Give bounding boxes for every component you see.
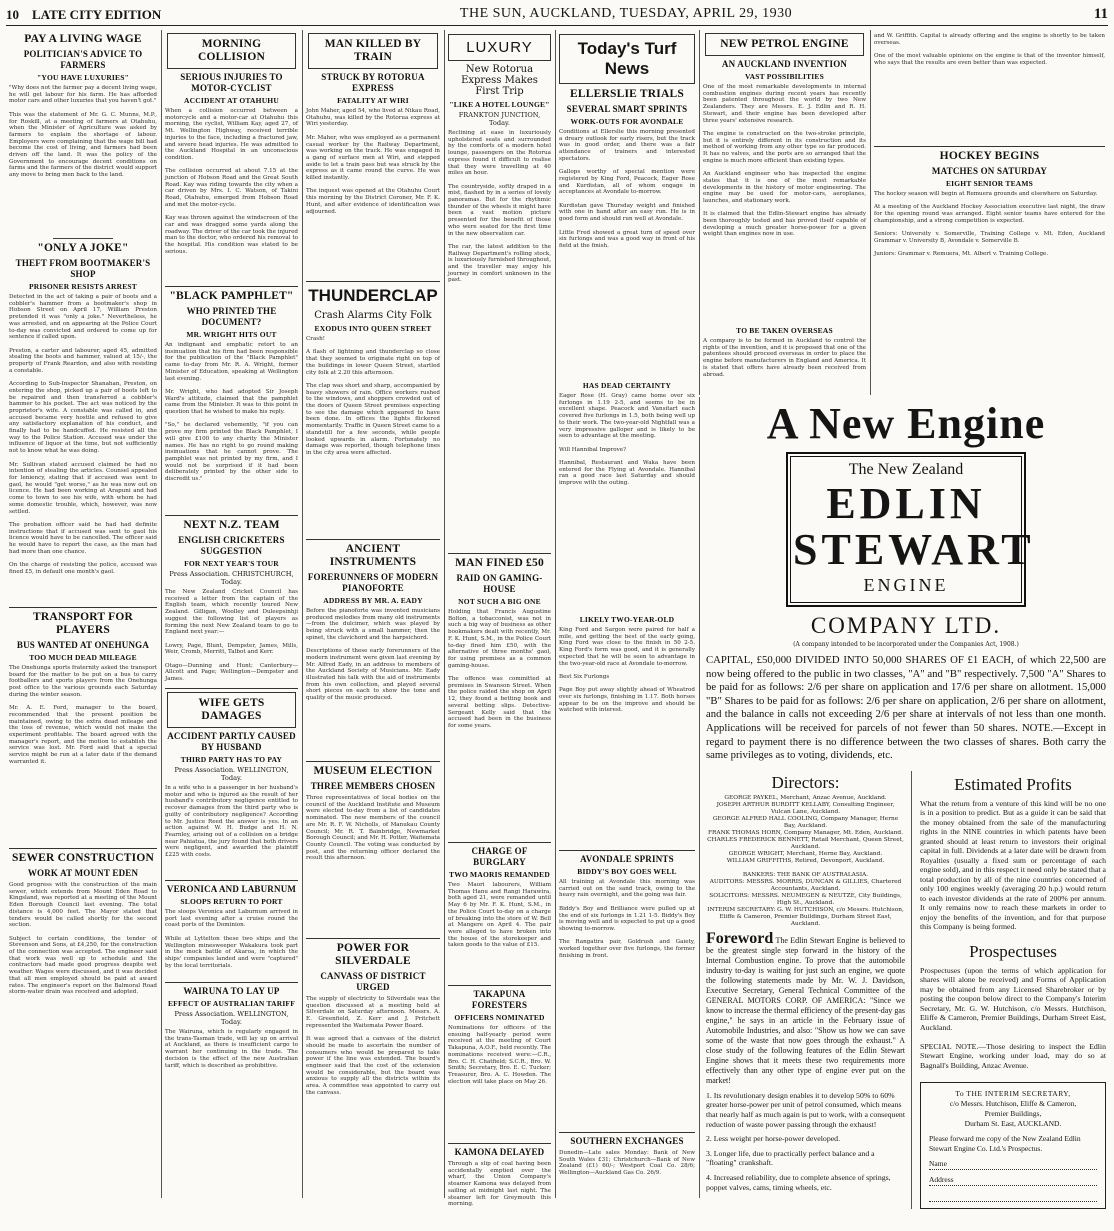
deck: THIRD PARTY HAS TO PAY [180,755,283,764]
headline: KAMONA DELAYED [454,1147,545,1157]
divider [306,938,440,939]
subheadline: FORERUNNERS OF MODERN PIANOFORTE [307,572,439,593]
article-body: The Onehunga sports fraternity asked the transport board for the matter to be put on a bus to carry footballers and sports players from the Onehunga post office to the various grounds each Saturday during the winter season. Mr. A. E. Ford, manager to the board, recommended that the present position be maintained, owing to the extra dead mileage and the loss of revenue, which would not make the experiment profitable. The board agreed with the manager's report, and the motion to establish the service was lost. Mr. Ford said that a special service might be run at a later date if the demand warranted it. [9,665,157,765]
logo-line-2: EDLIN [826,479,986,528]
headline: "ONLY A JOKE" [37,242,129,254]
deck: FOR NEXT YEAR'S TOUR [184,559,279,568]
column-6 [699,30,869,395]
ad-columns [706,771,1106,1210]
divider [559,1132,695,1133]
coupon-line: Durham St. East, AUCKLAND. [964,1119,1062,1129]
divider [559,850,695,851]
subheadline: OFFICERS NOMINATED [454,1013,545,1022]
headline: TRANSPORT FOR PLAYERS [32,611,134,636]
headline: HOCKEY BEGINS [939,150,1040,162]
article-body: All training at Avondale this morning was carried out on the sand track, owing to the heavy rain overnight, and the going was fair. Biddy's Boy and Brilliance were pulled up at the end of six furlongs in 1.21 1-5. Biddy's Boy is moving well and is expected to put up a good showing to-morrow. The Rangatira pair, Goldrush and Gaiety, worked together over five furlongs, the former finishing in front. [559,879,695,959]
divider [448,553,551,554]
subheadline: RAID ON GAMING-HOUSE [456,573,543,594]
article-body: Dunedin—Late sales Monday: Bank of New South Wales £31; Christchurch—Bank of New Zealand (£1) 60/-; Westport Coal Co. 28/6; Wellington—Auckland Gas Co. 26/9. [559,1150,697,1177]
deck: WORK-OUTS FOR AVONDALE [570,117,684,126]
feature-point: 3. Longer life, due to practically perfect balance and a "floating" crankshaft. [706,1148,875,1168]
headline: ANCIENT INSTRUMENTS [329,543,417,568]
headline: Today's Turf News [559,34,695,84]
subheadline: ENGLISH CRICKETERS SUGGESTION [178,535,285,556]
subheadline: TWO MAORIS REMANDED [449,870,550,879]
divider [165,515,298,516]
subheadline: Crash Alarms City Folk [314,310,432,321]
column-5 [555,30,698,1198]
article-body: The hockey season will begin at Remuera grounds and elsewhere on Saturday. At a meeting of the Auckland Hockey Association executive last night, the draw for the opening round was arranged. Eight senior teams have entered for the championship, and a strong competition is expected. Seniors: University v. Somerville, Training College v. Mt. Eden, Auckland Grammar v. University B, Avondale v. Somerville B. Juniors: Grammar v. Remuera, Mt. Albert v. Training College. [874,191,1105,258]
subheadline: WHO PRINTED THE DOCUMENT? [186,306,277,327]
article-body: Detected in the act of taking a pair of boots and a cobbler's hammer from a bootmaker's shop in Hobson Street on April 17, William Preston pretended it was "only a joke." Nevertheless, he was arrested, and on appearing at the Police Court to-day was convicted and ordered to come up for sentence if called upon. Preston, a carter and labourer, aged 45, admitted stealing the boots and hammer, valued at 15/-, the property of Frank Reardon, and also with resisting a constable. According to Sub-Inspector Shanahan, Preston, on entering the shop, picked up a pair of boots left to be repaired and then transferred a cobbler's hammer to his pocket. The act was noticed by the proprietor's wife. A constable was called in, and accused became very hostile and refused to give any satisfactory explanation of his conduct, and finally had to be handcuffed. He resisted all the way to the Police Station. Accused was under the influence of liquor at the time, but not sufficiently not to know what he was doing. Mr. Sullivan stated accused claimed he had no intention of stealing the articles. Counsel appealed for leniency, stating that if accused was sent to gaol, he would "get worse," as he was now out on licence. He had been working at Arapuni and had come to town to see his wife, with whom he had some domestic trouble, which, however, was now settled. The probation officer said he had had definite instructions that if accused was sent to gaol his licence would have to be cancelled. The officer said he would have to report the case, as the man had had more than one chance. On the charge of resisting the police, accused was fined £5, in default one month's gaol. [9,294,157,575]
deck: FATALITY AT WIRI [337,96,409,105]
company-note: (A company intended to be incorporated under the Companies Act, 1908.) [793,641,1019,648]
dateline: Press Association. WELLINGTON, Today. [174,766,289,782]
article-body: Before the pianoforte was invented musicians produced melodies from many old instruments—from the dulcimer, which was played by being struck with a small hammer, then the spinet, the clavichord and the harpsichord. Descriptions of these early forerunners of the modern instrument were given last evening by Mr. Alfred Eady, in an address to members of the Auckland Society of Musicians. Mr. Eady illustrated his talk with the aid of instruments from his own collection, and played several short pieces on each to show the tone and quality of the music produced. [306,608,440,702]
article-body: Reclining at ease in luxuriously upholstered seats and surrounded by the comforts of a modern hotel lounge, passengers on the Rotorua express found it difficult to realise that they were travelling at 40 miles an hour. The countryside, softly draped in a mist, flashed by in a series of lovely panoramas. But for the rhythmic thunder of the wheels it might have been a vast motion picture presented for the benefit of those who were seated for the first time in the new observation car. The car, the latest addition to the Railway Department's rolling stock, is luxuriously furnished throughout, and the traveller may enjoy his journey in comfort unknown in the past. [448,130,551,284]
crosshead: LIKELY TWO-YEAR-OLD [579,615,675,624]
divider [165,688,298,689]
article-body: King Ford and Sargon were paired for half a mile, and getting the best of the early going, King Ford was close to the finish in 50 2-5. King Ford's form was good, and it is generally expected that he will be seen to advantage in the two-year-old race at Avondale to-morrow. Best Six Furlongs Page Boy put away slightly ahead of Wheatrod over six furlongs, finishing in 1.17. Both horses appear to be on the improve and should be watched with interest. [559,627,695,714]
feature-point: 2. Less weight per horse-power developed. [706,1134,841,1144]
subheadline: CANVASS OF DISTRICT URGED [320,971,426,992]
profits-body: What the return from a venture of this kind will be no one is in a position to predict. But as a guide it can be said that the money obtained from the sale of the manufacturing rights in the NINE countries in which patents have been granted should at least return to investors their original capital in full. Dividends at a later date will be drawn from Royalties (usually a fixed sum or percentage of each engine sold), and in this respect it need only be stated that a total production by all of the nine countries concerned of only 100 engines weekly (averaging 20 h.p.) would return to each investor dividends at the rate of 200% per annum. It only remains now to reach these markets in order to enjoy the benefits of the invention, and for that purpose this Company is being formed. [920,798,1106,932]
subheadline: THREE MEMBERS CHOSEN [310,781,436,791]
company-logo [786,452,1035,607]
subheadline: POLITICIAN'S ADVICE TO FARMERS [23,49,143,70]
edlin-stewart-advertisement [699,397,1112,1198]
logo-line-1: The New Zealand [848,461,964,478]
page-number: 10 [6,7,19,22]
column-2 [161,30,301,1198]
subheadline: WORK AT MOUNT EDEN [27,868,139,878]
ad-right-column [920,771,1106,1210]
coupon-line: To THE INTERIM SECRETARY, [955,1089,1071,1099]
subheadline: EFFECT OF AUSTRALIAN TARIFF [167,999,295,1008]
article-body: In a wife who is a passenger in her husband's motor and who is injured as the result of her husband's contributory negligence entitled to recover damages from the third party who is guilty of contributory negligence? According to Mr. Justice Reed the answer is yes. In an action against W. H. Budge and H. N. Fearnley, arising out of a collision on a bridge near Pahiatua, the jury found that both drivers were negligent, and awarded the plaintiff £225 with costs. [165,785,300,859]
prospectuses-heading: Prospectuses [969,941,1057,961]
article-body: An indignant and emphatic retort to an insinuation that his firm had been responsible for the publication of the "Black Pamphlet" came to-day from Mr. R. A. Wright, former Minister of Education, speaking at Wellington last evening. Mr. Wright, who had adopted Sir Joseph Ward's attitude, claimed that the pamphlet came from the Minister. It was to this point in question that he wished to make his reply. "So," he declared vehemently, "if you can prove my firm printed the Black Pamphlet, I will give £100 to any charity the Minister names. He has no right to go round making insinuations that he cannot prove. The pamphlet was not printed by my firm, and I would not be surprised if it had been deliberately printed by the other side to discredit us." [165,342,298,483]
headline: VERONICA AND LABURNUM [166,884,297,894]
column-4 [444,30,554,1208]
article-body: Two Maori labourers, William Thomas Hanu and Rangi Harawira, both aged 21, were remanded until May 6 by Mr. F. K. Hunt, S.M., in the Police Court to-day on a charge of breaking into the store of W. Bell at Mangere on April 4. The pair were alleged to have broken into the house of the storekeeper and taken goods to the value of £15. [448,882,553,949]
divider [9,848,157,849]
feature-point: 1. Its revolutionary design enables it to develop 50% to 60% greater horse-power per unit of petrol consumed, which means that nearly half as much again is put to work, with a consequent reduction of waste power passing through the exhaust! [706,1090,905,1129]
logo-line-4: ENGINE [863,575,949,595]
newspaper-title: THE SUN, AUCKLAND, TUESDAY, APRIL 29, 1930 [459,6,793,21]
article-body: Conditions at Ellerslie this morning presented a dreary outlook for early risers, but the track was in good order, and there was a fair attendance of trainers and interested spectators. Gallops worthy of special mention were registered by King Ford, Peacock, Eager Rose and Kurdistan, all of whom engage in acceptances at Avondale to-morrow. Kurdistan gave Thursday weight and finished with one in hand after an easy run. He is in good form and should run well at Avondale. Little Fred showed a great turn of speed over six furlongs and was a good way in front of his field at the finish. [559,129,695,249]
headline: SEWER CONSTRUCTION [12,852,154,864]
dateline: FRANKTON JUNCTION, Today. [458,111,541,127]
article-body: and W. Griffith. Capital is already offering and the engine is shortly to be taken overseas. One of the most valuable opinions on the engine is that of the inventor himself, who says that the results are even better than was expected. [874,33,1105,66]
ad-left-column [706,771,912,1210]
column-1 [6,30,160,1198]
divider [165,880,298,881]
article-body: Holding that Francis Augustine Bolton, a tobacconist, was not in such a big way of business as other bookmakers dealt with recently, Mr. F. K. Hunt, S.M., in the Police Court to-day fined him £50, with the alternative of three months' gaol, for using premises as a common gaming-house. The offence was committed at premises in Swanson Street. When the police raided the shop on April 12, they found a betting book and several betting slips. Detective-Sergeant Kelly said that the accused had been in the business for some years. [448,609,551,729]
subheadline: BIDDY'S BOY GOES WELL [577,867,677,876]
divider [306,539,440,540]
deck: NOT SUCH A BIG ONE [458,597,541,606]
article-body: Three representatives of local bodies on the council of the Auckland Institute and Museum were elected to-day from a list of candidates nominated. The new members of the council are Mr. R. F. W. Nicholls, of Manukau County Council; Mr. R. T. Bainbridge, Newmarket Borough Council; and Mr. H. Potter, Waitemata County Council. The voting was conducted by post, and the returning officer declared the result this afternoon. [306,795,442,862]
headline: PAY A LIVING WAGE [24,33,142,45]
headline: WAIRUNA TO LAY UP [183,986,280,996]
divider [306,761,440,762]
column-3 [302,30,443,1198]
directors-heading: Directors: [771,772,840,792]
article-body: A company is to be formed in Auckland to control the rights of the invention, and it is proposed that one of the patentees should proceed overseas in order to place the engine before manufacturers in England and America. It is stated that offers have already been received from abroad. [703,338,868,378]
headline: NEXT N.Z. TEAM [183,519,280,531]
article-body: "Why does not the farmer pay a decent living wage, he will get labour for his farm. He has afforded motor cars and other luxuries that you haven't got." This was the statement of Mr. G. C. Munns, M.P., for Roskill, at a meeting of farmers at Otahuhu, when the Minister of Agriculture was asked by farmers to explain the shortage of labour. Employers were complaining that the wage bill had become the cost of living, and farmers had been driven off the land. It was the policy of the Government to encourage decent conditions on farms and the farmers of the district would support any move to bring men back to the land. [9,85,157,179]
subheadline: THEFT FROM BOOTMAKER'S SHOP [15,258,151,279]
headline: THUNDERCLAP [308,286,438,305]
article-body: The sloops Veronica and Laburnum arrived in port last evening after a cruise round the coast ports of the Dominion. While at Lyttelton these two ships and the Wellington minesweeper Wakakura took part in the mock battle of Akaroa, in which the ships' companies landed and were "captured" by the local territorials. [165,909,298,969]
headline: LUXURY [448,34,551,61]
foreword-body: The Edlin Stewart Engine is believed to be the greatest single step forward in the history of the Internal Combustion engine. To prove that the automobile industry to-day is waiting for just such an engine, we quote the following statements made by Mr. W. J. Davidson, Executive Secretary, General Technical Committee of the GENERAL MOTORS CORP. OF AMERICA: "Since we know to increase the thermal efficiency of the present-day gas engine," he says in an article in the February issue of Automobile Industries, and also: "Show us how we can save some of the waste that now goes through the exhaust." A close study of the following features of the Edlin Stewart Engine shows that it meets these two requirements more effectively than any other type of engine ever put on the market! [706,935,905,1085]
article-body: One of the most remarkable developments in internal combustion engines during recent years has recently been patented throughout the world by two New Zealanders. They are Messrs. E. J. Edlin and R. H. Stewart, and their engine has been developed after three years' extensive research. The engine is constructed on the two-stroke principle, but it is entirely different in its construction and its method of working from any other type so far produced. It has no valves, and the ports are so arranged that the engine is much more efficient than existing types. An Auckland engineer who has inspected the engine states that it is one of the most remarkable developments in the history of motor engineering. The engine may be used for motor-cars, aeroplanes, launches, and stationary work. It is claimed that the Edlin-Stewart engine has already been thoroughly tested and has proved itself capable of developing a much greater horse-power for a given weight than engines now in use. [703,84,866,238]
prospectuses-body: Prospectuses (upon the terms of which application for shares will alone be received) and Forms of Application may be obtained from any Licensed Sharebroker or by posting the coupon below direct to the Company's Interim Secretary, Mr. G. W. Hutchison, c/o Messrs. Hutchison, Eliffe & Cameron, Premier Buildings, Durham Street East, Auckland. SPECIAL NOTE.—Those desiring to inspect the Edlin Stewart Engine, working under load, may do so at Bagnall's Building, Anzac Avenue. [920,965,1106,1070]
subheadline: AN AUCKLAND INVENTION [721,59,848,69]
dateline: Press Association. CHRISTCHURCH, Today. [169,570,294,586]
right-page-number: 11 [1093,6,1108,22]
deck: SEVERAL SMART SPRINTS [566,104,688,114]
crosshead: HAS DEAD CERTAINTY [582,381,672,390]
deck: ADDRESS BY MR. A. EADY [323,596,423,605]
deck: "LIKE A HOTEL LOUNGE" [449,100,550,109]
logo-line-3: STEWART [793,525,1035,574]
masthead-left [6,7,161,23]
subheadline: SLOOPS RETURN TO PORT [180,897,283,906]
headline: MAN KILLED BY TRAIN [308,33,438,69]
capital-statement: CAPITAL, £50,000 DIVIDED INTO 50,000 SHARES OF £1 EACH, of which 22,500 are now being offered to the public in two classes, "A" and "B" respectively. 7,500 "A" Shares to be paid for as follows: 2/6 per share on application and 17/6 per share on allotment. 15,000 "B" Shares to be paid for as follows: 2/6 per share on application, 2/6 per share on allotment, and the balance in calls not exceeding 2/6 per share at intervals of not less than one month. Applications will be received for parcels of not fewer than 50 shares. NOTE.—Except in regard to payment there is no difference between the two classes of shares. Both carry the same privileges as to voting, dividends, etc. [706,654,1106,762]
article-body: Eager Rose (H. Gray) came home over six furlongs in 1.19 2-5, and seems to be in excellent shape. Peacock and Vansitart each covered five furlongs in 1.5, both being well up to their work. The two-year-old Nightfall was a very impressive galloper and is likely to be seen to advantage at the meeting. Will Hannibal Improve? Hannibal, Restaurant and Waka have been entered for the Flying at Avondale. Hannibal ran a good race last Saturday and should improve with the outing. [559,393,695,487]
headline: SOUTHERN EXCHANGES [570,1136,684,1146]
subheadline: STRUCK BY ROTORUA EXPRESS [321,72,425,93]
subheadline: ELLERSLIE TRIALS [570,88,684,100]
ad-title: A New Engine [766,399,1046,448]
article-body: Crash! A flash of lightning and thunderclap so close that they seemed to originate right on top of the buildings in lower Queen Street, startled city folk at 2.20 this afternoon. The clap was short and sharp, accompanied by heavy showers of rain. Office workers rushed to the windows, and shoppers crowded out of the doors of Queen Street premises expecting to see the damage which appeared to have been done. In offices the lights flickered momentarily. Traffic in Queen Street came to a standstill for a few seconds, while people looked upwards in alarm. Fortunately no damage was reported, though telephone lines in the city area were affected. [306,336,440,456]
divider [874,146,1105,147]
subheadline: MATCHES ON SATURDAY [931,166,1048,176]
divider [9,607,157,608]
feature-point: 4. Increased reliability, due to complete absence of springs, poppet valves, cams, timing wheels, etc. [706,1172,891,1192]
subheadline: New Rotorua Express Makes First Trip [461,64,538,97]
divider [165,982,298,983]
headline: AVONDALE SPRINTS [580,854,674,864]
divider [165,286,298,287]
article-body: The New Zealand Cricket Council has received a letter from the captain of the English team, which recently toured New Zealand. Gilligan, Woolley and Duleepsinhji suggest the following list of players as forming the next New Zealand team to go to England next year:— Lowry, Page, Blunt, Dempster, James, Mills, Weir, Cromb, Merritt, Talbot and Kerr. Otago—Dunning and Hunt; Canterbury—Allcott and Page; Wellington—Dempster and James. [165,589,298,683]
foreword-lead: Foreword [706,929,774,947]
edition-label: LATE CITY EDITION [32,7,162,22]
column-7 [870,30,1108,395]
address-label: Address [929,1175,954,1185]
coupon-body: Please forward me copy of the New Zealand Edlin Stewart Engine Co. Ltd.'s Prospectus. [929,1134,1081,1154]
deck: PRISONER RESISTS ARREST [29,282,137,291]
article-body: Good progress with the construction of the main sewer, which extends from Mount Eden Road to Kingsland, was reported at a meeting of the Mount Eden Borough Council last evening. The total distance is 4,000 feet. The Mayor stated that tenders would be called shortly for the second section. Subject to certain conditions, the tender of Stevenson and Sons, at £4,250, for the construction of the connection was accepted. The engineer said that work was well up to schedule and the contractors had made good progress despite wet weather. Wages were discussed, and it was decided that all men employed should be paid at award rates. The engineer's report on the Balmoral Road storm-water drain was received and adopted. [9,882,157,996]
divider [448,842,551,843]
article-body: Through a slip of coal having been accidentally emptied over the wharf, the Union Company's steamer Kamona was delayed from sailing at midnight last night. The steamer left for Greymouth this morning. [448,1161,553,1208]
headline: TAKAPUNA FORESTERS [471,989,528,1010]
deck: EIGHT SENIOR TEAMS [945,179,1034,188]
crosshead: TO BE TAKEN OVERSEAS [736,326,833,335]
headline: MAN FINED £50 [455,557,544,569]
article-body: Nominations for officers of the ensuing half-yearly period were received at the meeting of Court Takapuna, A.O.F., held recently. The nominations received were:—C.R., Bro. C. H. Chatfield; S.C.R., Bro. W. Smith; Secretary, Bro. E. C. Tucker; Treasurer, Bro. A. C. Howden. The election will take place on May 26. [448,1025,553,1085]
profits-heading: Estimated Profits [954,774,1072,794]
headline: MORNING COLLISION [167,33,296,69]
masthead [6,4,1108,26]
foreword [706,929,905,1086]
headline: MUSEUM ELECTION [313,765,433,777]
coupon-line: c/o Messrs. Hutchison, Eliffe & Cameron, [949,1099,1077,1109]
name-field[interactable] [929,1158,1097,1170]
article-body: The supply of electricity to Silverdale was the question discussed at a meeting held at Silverdale on Saturday afternoon. Messrs. A. E. Greenfield, Z. Kerr and J. Pritchett represented the Waitemata Power Board. It was agreed that a canvass of the district should be made to ascertain the number of consumers who would be prepared to take power if the line was extended. The board's engineer said that the cost of the extension would be considerable, but the board was anxious to supply all the districts within its area. A committee was appointed to carry out the canvass. [306,996,440,1096]
headline: NEW PETROL ENGINE [705,33,864,56]
deck: ACCIDENT AT OTAHUHU [184,96,279,105]
address-field-line-2[interactable] [929,1190,1097,1202]
subheadline: SERIOUS INJURIES TO MOTOR-CYCLIST [180,72,283,93]
divider [306,281,440,282]
headline: WIFE GETS DAMAGES [167,692,296,728]
deck: TOO MUCH DEAD MILEAGE [29,653,137,662]
deck: "YOU HAVE LUXURIES" [36,73,129,82]
name-label: Name [929,1159,947,1169]
divider [53,238,112,239]
divider [448,985,551,986]
application-coupon[interactable] [920,1082,1106,1209]
deck: EXODUS INTO QUEEN STREET [314,324,432,333]
subheadline: ACCIDENT PARTLY CAUSED BY HUSBAND [167,731,296,752]
divider [448,1143,551,1144]
address-field[interactable] [929,1174,1097,1186]
deck: MR. WRIGHT HITS OUT [186,330,277,339]
directors-list: GEORGE PAYKEL, Merchant, Anzac Avenue, Auckland. JOSEPH ARTHUR BURDITT KELLABY, Consulting Engineer, Vulcan Lane, Auckland. GEORGE ALFRED HALL COOLING, Company Manager, Herne Bay, Auckland. FRANK THOMAS HORN, Company Manager, Mt. Eden, Auckland. CHARLES FREDERICK BENNETT, Retail Merchant, Queen Street, Auckland. GEORGE WRIGHT, Merchant, Herne Bay, Auckland. WILLIAM GRIFFITHS, Retired, Devonport, Auckland. BANKERS: THE BANK OF AUSTRALASIA. AUDITORS: MESSRS. MORRIS, DUNCAN & GILLIES, Chartered Accountants, Auckland. SOLICITORS: MESSRS. NEUMEGEN & NEUTZE, City Buildings, High St., Auckland. INTERIM SECRETARY: G. W. HUTCHISON, c/o Messrs. Hutchison, Eliffe & Cameron, Premier Buildings, Durham Street East, Auckland. [707,794,904,927]
deck: VAST POSSIBILITIES [745,72,824,81]
article-body: John Maher, aged 54, who lived at Nikau Road, Otahuhu, was killed by the Rotorua express at Wiri yesterday. Mr. Maher, who was employed as a permanent casual worker by the Railway Department, was working on the track. He was engaged in a gang of surface men at Wiri, and stepped aside to let a train pass but was struck by the express as it came round the curve. He was killed instantly. The inquest was opened at the Otahuhu Court this morning by the District Coroner, Mr. F. K. Hunt, and after evidence of identification was adjourned. [306,108,440,215]
dateline: Press Association. WELLINGTON, Today. [174,1010,289,1026]
company-name: COMPANY LTD. [810,613,1002,638]
coupon-line: Premier Buildings, [984,1109,1042,1119]
subheadline: BUS WANTED AT ONEHUNGA [16,640,150,650]
headline: POWER FOR SILVERDALE [335,942,411,967]
article-body: When a collision occurred between a motorcycle and a motor-car at Otahuhu this morning, the cyclist, William Kay, aged 27, of Mt. Wellington Highway, received terrible injuries to the face, including a fractured jaw, and severe head injuries. He was admitted to the Auckland Hospital in an unconscious condition. The collision occurred at about 7.15 at the junction of Hobson Road and the Great South Road. Kay was riding towards the city when a car driven by Mrs. I. C. Watson, of Takini Road, Otahuhu, emerged from Hobson Road and met the motor-cycle. Kay was thrown against the windscreen of the car and was dragged some yards along the roadway. The driver of the car took the injured man to the doctor, who ordered his removal to the hospital. His condition was stated to be serious. [165,108,298,255]
article-body: The Wairuna, which is regularly engaged in the trans-Tasman trade, will lay up on arrival at Auckland, as there is insufficient cargo to warrant her continuing in the trade. The decision is the effect of the new Australian tariff, which is described as prohibitive. [165,1029,300,1069]
headline: CHARGE OF BURGLARY [471,846,528,867]
headline: "BLACK PAMPHLET" [169,290,294,302]
